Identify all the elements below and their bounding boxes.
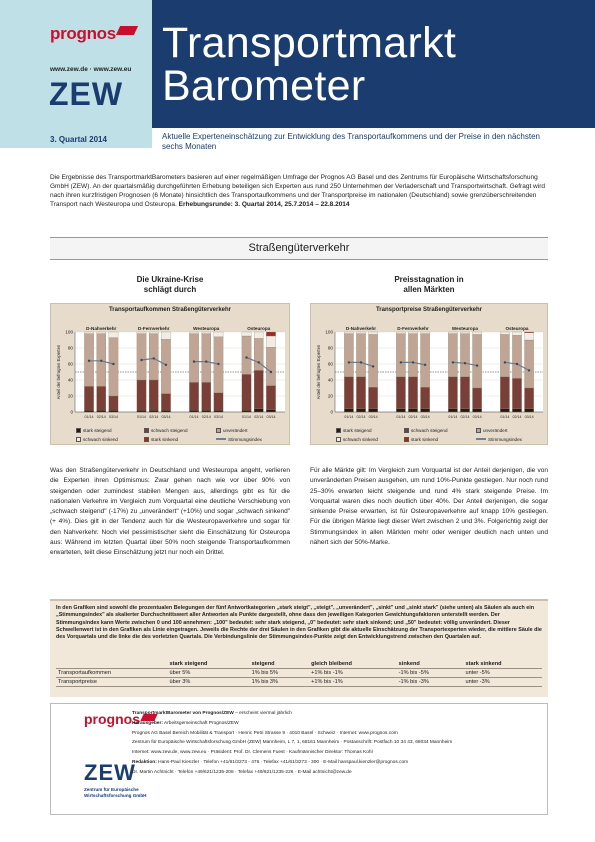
table-cell: +1% bis -1% — [309, 669, 397, 678]
bar-segment — [242, 332, 251, 336]
bar-segment — [420, 334, 429, 388]
bar-segment — [408, 332, 417, 334]
bar-segment — [189, 332, 198, 334]
stimmungsindex-point — [217, 363, 219, 365]
title-line-1: Transportmarkt — [162, 19, 457, 67]
table-header: sinkend — [397, 660, 464, 669]
bar-segment — [396, 334, 405, 377]
x-tick-label: 03/14 — [161, 415, 171, 419]
stimmungsindex-point — [88, 360, 90, 362]
x-tick-label: 01/14 — [189, 415, 199, 419]
header-left-panel — [0, 0, 152, 148]
x-tick-label: 01/14 — [137, 415, 147, 419]
legend-swatch — [336, 437, 341, 442]
bar-segment — [266, 410, 275, 412]
legend-swatch — [404, 428, 409, 433]
chart-svg — [51, 304, 291, 446]
bar-segment — [254, 409, 263, 412]
x-tick-label: 03/14 — [524, 415, 534, 419]
bar-segment — [500, 409, 509, 412]
stimmungsindex-point — [140, 359, 142, 361]
legend-swatch — [144, 428, 149, 433]
x-tick-label: 03/14 — [213, 415, 223, 419]
y-tick-label: 100 — [325, 329, 333, 335]
stimmungsindex-point — [464, 362, 466, 364]
bar-segment — [420, 409, 429, 412]
stimmungsindex-point — [245, 356, 247, 358]
y-tick-label: 40 — [67, 377, 73, 383]
bar-segment — [420, 387, 429, 409]
legend-stark-steigend: stark steigend — [76, 428, 112, 433]
group-label: D-Nahverkehr — [345, 326, 377, 331]
stimmungsindex-point — [412, 361, 414, 363]
bar-segment — [254, 370, 263, 408]
bar-segment — [254, 332, 263, 338]
bar-segment — [149, 334, 158, 380]
y-axis-label: Anteil der befragten Experten — [316, 344, 321, 400]
bar-segment — [448, 332, 457, 334]
stimmungsindex-point — [165, 364, 167, 366]
bar-segment — [368, 409, 377, 412]
left-body-text: Was den Straßengüterverkehr in Deutschland und Westeuropa angeht, verlieren die Experten ihren Optimismus: Zwar gehen nach wie vor über 90% von steigenden oder zumindest stabilen Mengen aus, allerdings gibt es für die nationalen Verkehre im Vergleich zum Vorquartal eine deutliche Verschiebung von „schwach steigend" (-17%) zu „unverändert" (+10%) und sogar „schwach sinkend" (+ 4%). Dies gilt in der Tendenz auch für die Westeuropaverkehre und sogar für den Nahverkehr. Noch viel pessimistischer sieht die Einschätzung für Osteuropa aus: Während im letzten Quartal über 50% noch steigende Transportaufkommen erwarteten, teilt diese Einschätzung jetzt nur noch ein Drittel. — [50, 467, 290, 557]
table-cell: über 5% — [168, 669, 250, 678]
chart-transportpreise — [310, 303, 548, 445]
legend-swatch — [404, 437, 409, 442]
bar-segment — [472, 409, 481, 412]
group-label: Westeuropa — [193, 326, 220, 331]
legend-stark-steigend: stark steigend — [336, 428, 372, 433]
x-tick-label: 01/14 — [84, 415, 94, 419]
legend-schwach-steigend: schwach steigend — [144, 428, 188, 433]
footer-prognos-logo: prognos — [84, 711, 156, 727]
group-label: Osteuropa — [247, 326, 271, 331]
y-tick-label: 0 — [70, 409, 73, 415]
bar-segment — [266, 347, 275, 385]
legend-swatch — [216, 428, 221, 433]
intro-paragraph — [50, 173, 548, 209]
bar-segment — [420, 332, 429, 334]
bar-segment — [524, 332, 533, 333]
bar-segment — [408, 334, 417, 377]
bar-segment — [137, 380, 146, 410]
x-tick-label: 01/14 — [448, 415, 458, 419]
bar-segment — [109, 332, 118, 338]
bar-segment — [524, 409, 533, 412]
x-tick-label: 02/14 — [96, 415, 106, 419]
bar-segment — [524, 340, 533, 388]
intro-text: Die Ergebnisse des TransportmarktBarometers basieren auf einer regelmäßigen Umfrage der Prognos AG Basel und des Zentrums für Europäische Wirtschaftsforschung GmbH (ZEW). An der quartalsmäßig durchgeführten Erhebung beteiligen sich Experten aus rund 250 Unternehmen der Verladerschaft und Transportwirtschaft. Gefragt wird nach ihren kurzfristigen Prognosen (6 Monate) hinsichtlich des Transportaufkommens und der Transportpreise im nationalen (Deutschland) sowie grenzüberschreitenden Transport nach Westeuropa und Osteuropa. — [50, 174, 545, 208]
bar-segment — [396, 332, 405, 334]
bar-segment — [368, 334, 377, 387]
stimmungsindex-point — [360, 361, 362, 363]
table-cell: unter -3% — [464, 678, 543, 687]
bar-segment — [84, 386, 93, 410]
bar-segment — [189, 334, 198, 383]
footer-zew-logo: ZEW — [84, 760, 136, 785]
bar-segment — [161, 394, 170, 411]
bar-segment — [161, 332, 170, 339]
page-title — [162, 19, 457, 110]
bar-segment — [396, 377, 405, 409]
bar-segment — [202, 334, 211, 383]
stimmungsindex-point — [528, 369, 530, 371]
bar-segment — [344, 332, 353, 334]
group-label: Westeuropa — [451, 326, 479, 331]
x-tick-label: 02/14 — [149, 415, 159, 419]
y-tick-label: 20 — [327, 393, 333, 399]
survey-round: Erhebungsrunde: 3. Quartal 2014, 25.7.2014 – 22.8.2014 — [178, 201, 350, 208]
title-line-2: Barometer — [162, 62, 366, 110]
x-tick-label: 03/14 — [108, 415, 118, 419]
table-cell: +1% bis -1% — [309, 678, 397, 687]
chart-title: Transportpreise Straßengüterverkehr — [375, 307, 483, 313]
table-row — [56, 669, 542, 678]
bar-segment — [368, 332, 377, 334]
table-header: gleich bleibend — [309, 660, 397, 669]
right-heading: Preisstagnation in allen Märkten — [394, 275, 464, 294]
table-cell: 1% bis 3% — [250, 678, 310, 687]
legend-schwach-sinkend: schwach sinkend — [336, 437, 378, 442]
table-header: steigend — [250, 660, 310, 669]
bar-segment — [266, 332, 275, 336]
legend-swatch — [336, 428, 341, 433]
bar-segment — [109, 338, 118, 396]
bar-segment — [460, 332, 469, 334]
legend-stark-sinkend: stark sinkend — [144, 437, 178, 442]
footer-imprint: TransportmarktBarometer von Prognos/ZEW – erscheint viermal jährlich Herausgeber: Arbeitsgemeinschaft Prognos/ZEW Prognos AG Basel Bereich Mobilität & Transport · Henric Petri Strasse 9 · 4010 Basel · Schweiz · Internet: www.prognos.com Zentrum für Europäische Wirtschaftsforschung GmbH (ZEW) Mannheim, L 7, 1, 68161 Mannheim · Postanschrift: Postfach 10 34 43, 68034 Mannheim Internet: www.zew.de, www.zew.eu · Präsident: Prof. Dr. Clemens Fuest · Kaufmännischer Direktor: Thomas Kohl Redaktion: Hans-Paul Kienzler · Telefon +41/61/3273 - 476 · Telefax +41/61/3273 - 300 · E-Mail hanspaul.kienzler@prognos.com Dr. Martin Achtnicht · Telefon +49/621/1235-208 · Telefax +49/621/1235-226 · E-Mail achtnicht@zew.de — [132, 711, 453, 775]
table-cell: -1% bis -3% — [397, 678, 464, 687]
prognos-swoosh-icon — [116, 26, 138, 35]
x-tick-label: 02/14 — [254, 415, 264, 419]
bar-segment — [356, 377, 365, 409]
table-cell: Transportaufkommen — [56, 669, 168, 678]
table-row — [56, 678, 542, 687]
x-tick-label: 01/14 — [500, 415, 510, 419]
legend-swatch — [144, 437, 149, 442]
footer — [50, 703, 548, 815]
bar-segment — [149, 332, 158, 334]
footer-zew-subtitle: Zentrum für Europäische Wirtschaftsforschung GmbH — [84, 787, 147, 798]
bar-segment — [344, 334, 353, 377]
y-tick-label: 80 — [67, 345, 73, 351]
methodology-box — [50, 599, 548, 697]
right-body-text: Für alle Märkte gilt: Im Vergleich zum Vorquartal ist der Anteil derjenigen, die von unveränderten Preisen ausgehen, um rund 10%-Punkte gestiegen. Nur noch rund 25–30% erwarten leicht steigende und rund 4% stark steigende Preise. Im Vorquartal waren dies noch deutlich über 40%. Der Anteil derjenigen, die sogar sinkende Preise erwarten, ist für Osteuropaverkehre auf knapp 10% gestiegen. Für die übrigen Märkte liegt dieser Wert zwischen 2 und 3%. Folgerichtig zeigt der Stimmungsindex in allen Märkten mehr oder weniger deutlich nach unten und nähert sich der 50%-Marke. — [310, 467, 548, 547]
y-tick-label: 60 — [67, 361, 73, 367]
stimmungsindex-point — [476, 364, 478, 366]
chart-transportaufkommen — [50, 303, 290, 445]
bar-segment — [344, 409, 353, 412]
legend-line — [476, 438, 486, 440]
bar-segment — [368, 387, 377, 409]
legend-line — [216, 438, 226, 440]
table-cell: -1% bis -5% — [397, 669, 464, 678]
bar-segment — [460, 377, 469, 409]
legend-schwach-steigend: schwach steigend — [404, 428, 448, 433]
y-tick-label: 40 — [327, 377, 333, 383]
bar-segment — [512, 378, 521, 408]
stimmungsindex-point — [193, 360, 195, 362]
zew-logo: ZEW — [49, 76, 124, 112]
bar-segment — [214, 332, 223, 337]
bar-segment — [500, 377, 509, 409]
bar-segment — [460, 334, 469, 377]
y-tick-label: 0 — [330, 409, 333, 415]
bar-segment — [448, 377, 457, 409]
methodology-text: In den Grafiken sind sowohl die prozentualen Belegungen der fünf Antwortkategorien „stark steigt", „steigt", „unverändert", „sinkt" und „sinkt stark" (siehe unten) als Säulen als auch ein „Stimmungsindex" als skalierter Durchschnittswert aller Antworten als Punkte dargestellt, ohne dass den jeweiligen Kategorien Gewichtungsfaktoren unterstellt werden. Der Stimmungsindex kann Werte zwischen 0 und 100 annehmen: „100" bedeutet: sehr stark steigend, „0" bedeutet: sehr stark sinkend; und „50" bedeutet: völlig unverändert. Dieser Schwellenwert ist in den Grafiken als Linie eingetragen. Jeweils die Rechte der drei Säulen in den Grafiken gibt die aktuelle Einschätzung der Transportexperten wieder, die mittlere Säule die des Vorquartals und die linke die des vorletzten Quartals. Die Verbindungslinie der Stimmungsindex-Punkte zeigt den Entwicklungstrend zwischen den Quartalen auf. — [56, 605, 542, 641]
stimmungsindex-point — [100, 360, 102, 362]
bar-segment — [202, 332, 211, 334]
bar-segment — [344, 377, 353, 409]
table-header: stark sinkend — [464, 660, 543, 669]
y-axis-label: Anteil der befragten Experten — [56, 344, 61, 400]
bar-segment — [448, 409, 457, 412]
y-tick-label: 20 — [67, 393, 73, 399]
table-cell: über 3% — [168, 678, 250, 687]
legend-swatch — [76, 437, 81, 442]
bar-segment — [500, 334, 509, 376]
legend-stark-sinkend: stark sinkend — [404, 437, 438, 442]
x-tick-label: 01/14 — [344, 415, 354, 419]
legend-swatch — [76, 428, 81, 433]
stimmungsindex-point — [424, 364, 426, 366]
stimmungsindex-point — [205, 360, 207, 362]
bar-segment — [97, 332, 106, 334]
bar-segment — [448, 334, 457, 377]
bar-segment — [512, 409, 521, 412]
bar-segment — [202, 382, 211, 410]
bar-segment — [189, 382, 198, 410]
stimmungsindex-point — [452, 361, 454, 363]
x-tick-label: 03/14 — [368, 415, 378, 419]
bar-segment — [97, 386, 106, 410]
bar-segment — [149, 380, 158, 410]
group-label: D-Fernverkehr — [397, 326, 429, 331]
legend-stimmungsindex: Stimmungsindex — [216, 437, 262, 442]
bar-segment — [356, 334, 365, 377]
group-label: D-Fernverkehr — [138, 326, 170, 331]
bar-segment — [472, 334, 481, 388]
bar-segment — [460, 409, 469, 412]
bar-segment — [500, 332, 509, 334]
category-table — [56, 660, 542, 687]
stimmungsindex-point — [400, 361, 402, 363]
legend-stimmungsindex: Stimmungsindex — [476, 437, 522, 442]
stimmungsindex-point — [504, 361, 506, 363]
stimmungsindex-point — [348, 361, 350, 363]
bar-segment — [524, 333, 533, 340]
bar-segment — [408, 377, 417, 409]
legend-schwach-sinkend: schwach sinkend — [76, 437, 118, 442]
x-tick-label: 01/14 — [396, 415, 406, 419]
legend-unveraendert: unverändert — [216, 428, 248, 433]
bar-segment — [109, 396, 118, 410]
table-cell: 1% bis 5% — [250, 669, 310, 678]
x-tick-label: 02/14 — [512, 415, 522, 419]
bar-segment — [161, 339, 170, 393]
y-tick-label: 100 — [65, 329, 73, 335]
x-tick-label: 02/14 — [460, 415, 470, 419]
bar-segment — [266, 336, 275, 347]
bar-segment — [396, 409, 405, 412]
stimmungsindex-point — [270, 371, 272, 373]
chart-title: Transportaufkommen Straßengüterverkehr — [108, 307, 232, 313]
stimmungsindex-point — [372, 365, 374, 367]
x-tick-label: 02/14 — [356, 415, 366, 419]
bar-segment — [524, 388, 533, 409]
prognos-logo: prognos — [50, 24, 136, 44]
bar-segment — [408, 409, 417, 412]
bar-segment — [137, 334, 146, 380]
bar-segment — [356, 409, 365, 412]
stimmungsindex-point — [516, 363, 518, 365]
x-tick-label: 03/14 — [472, 415, 482, 419]
legend-unveraendert: unverändert — [476, 428, 508, 433]
subtitle: Aktuelle Experteneinschätzung zur Entwicklung des Transportaufkommens und der Preise in den nächsten sechs Monaten — [162, 132, 540, 151]
bar-segment — [84, 332, 93, 334]
table-cell: unter -5% — [464, 669, 543, 678]
section-title: Straßengüterverkehr — [50, 237, 548, 260]
stimmungsindex-point — [258, 361, 260, 363]
table-header: stark steigend — [168, 660, 250, 669]
stimmungsindex-point — [112, 363, 114, 365]
left-heading: Die Ukraine-Krise schlägt durch — [136, 275, 204, 294]
bar-segment — [214, 393, 223, 411]
x-tick-label: 01/14 — [242, 415, 252, 419]
bar-segment — [356, 332, 365, 334]
website-line: www.zew.de · www.zew.eu — [50, 66, 132, 73]
y-tick-label: 80 — [327, 345, 333, 351]
bar-segment — [512, 332, 521, 335]
group-label: D-Nahverkehr — [86, 326, 117, 331]
bar-segment — [512, 335, 521, 378]
bar-segment — [266, 386, 275, 410]
x-tick-label: 03/14 — [266, 415, 276, 419]
table-cell: Transportpreise — [56, 678, 168, 687]
bar-segment — [472, 388, 481, 409]
bar-segment — [242, 336, 251, 374]
bar-segment — [242, 374, 251, 410]
chart-svg — [311, 304, 549, 446]
bar-segment — [137, 332, 146, 334]
y-tick-label: 60 — [327, 361, 333, 367]
table-header — [56, 660, 168, 669]
quarter-label: 3. Quartal 2014 — [50, 135, 107, 144]
x-tick-label: 02/14 — [201, 415, 211, 419]
legend-swatch — [476, 428, 481, 433]
group-label: Osteuropa — [505, 326, 529, 331]
x-tick-label: 02/14 — [408, 415, 418, 419]
x-tick-label: 03/14 — [420, 415, 430, 419]
bar-segment — [472, 332, 481, 334]
stimmungsindex-point — [153, 357, 155, 359]
